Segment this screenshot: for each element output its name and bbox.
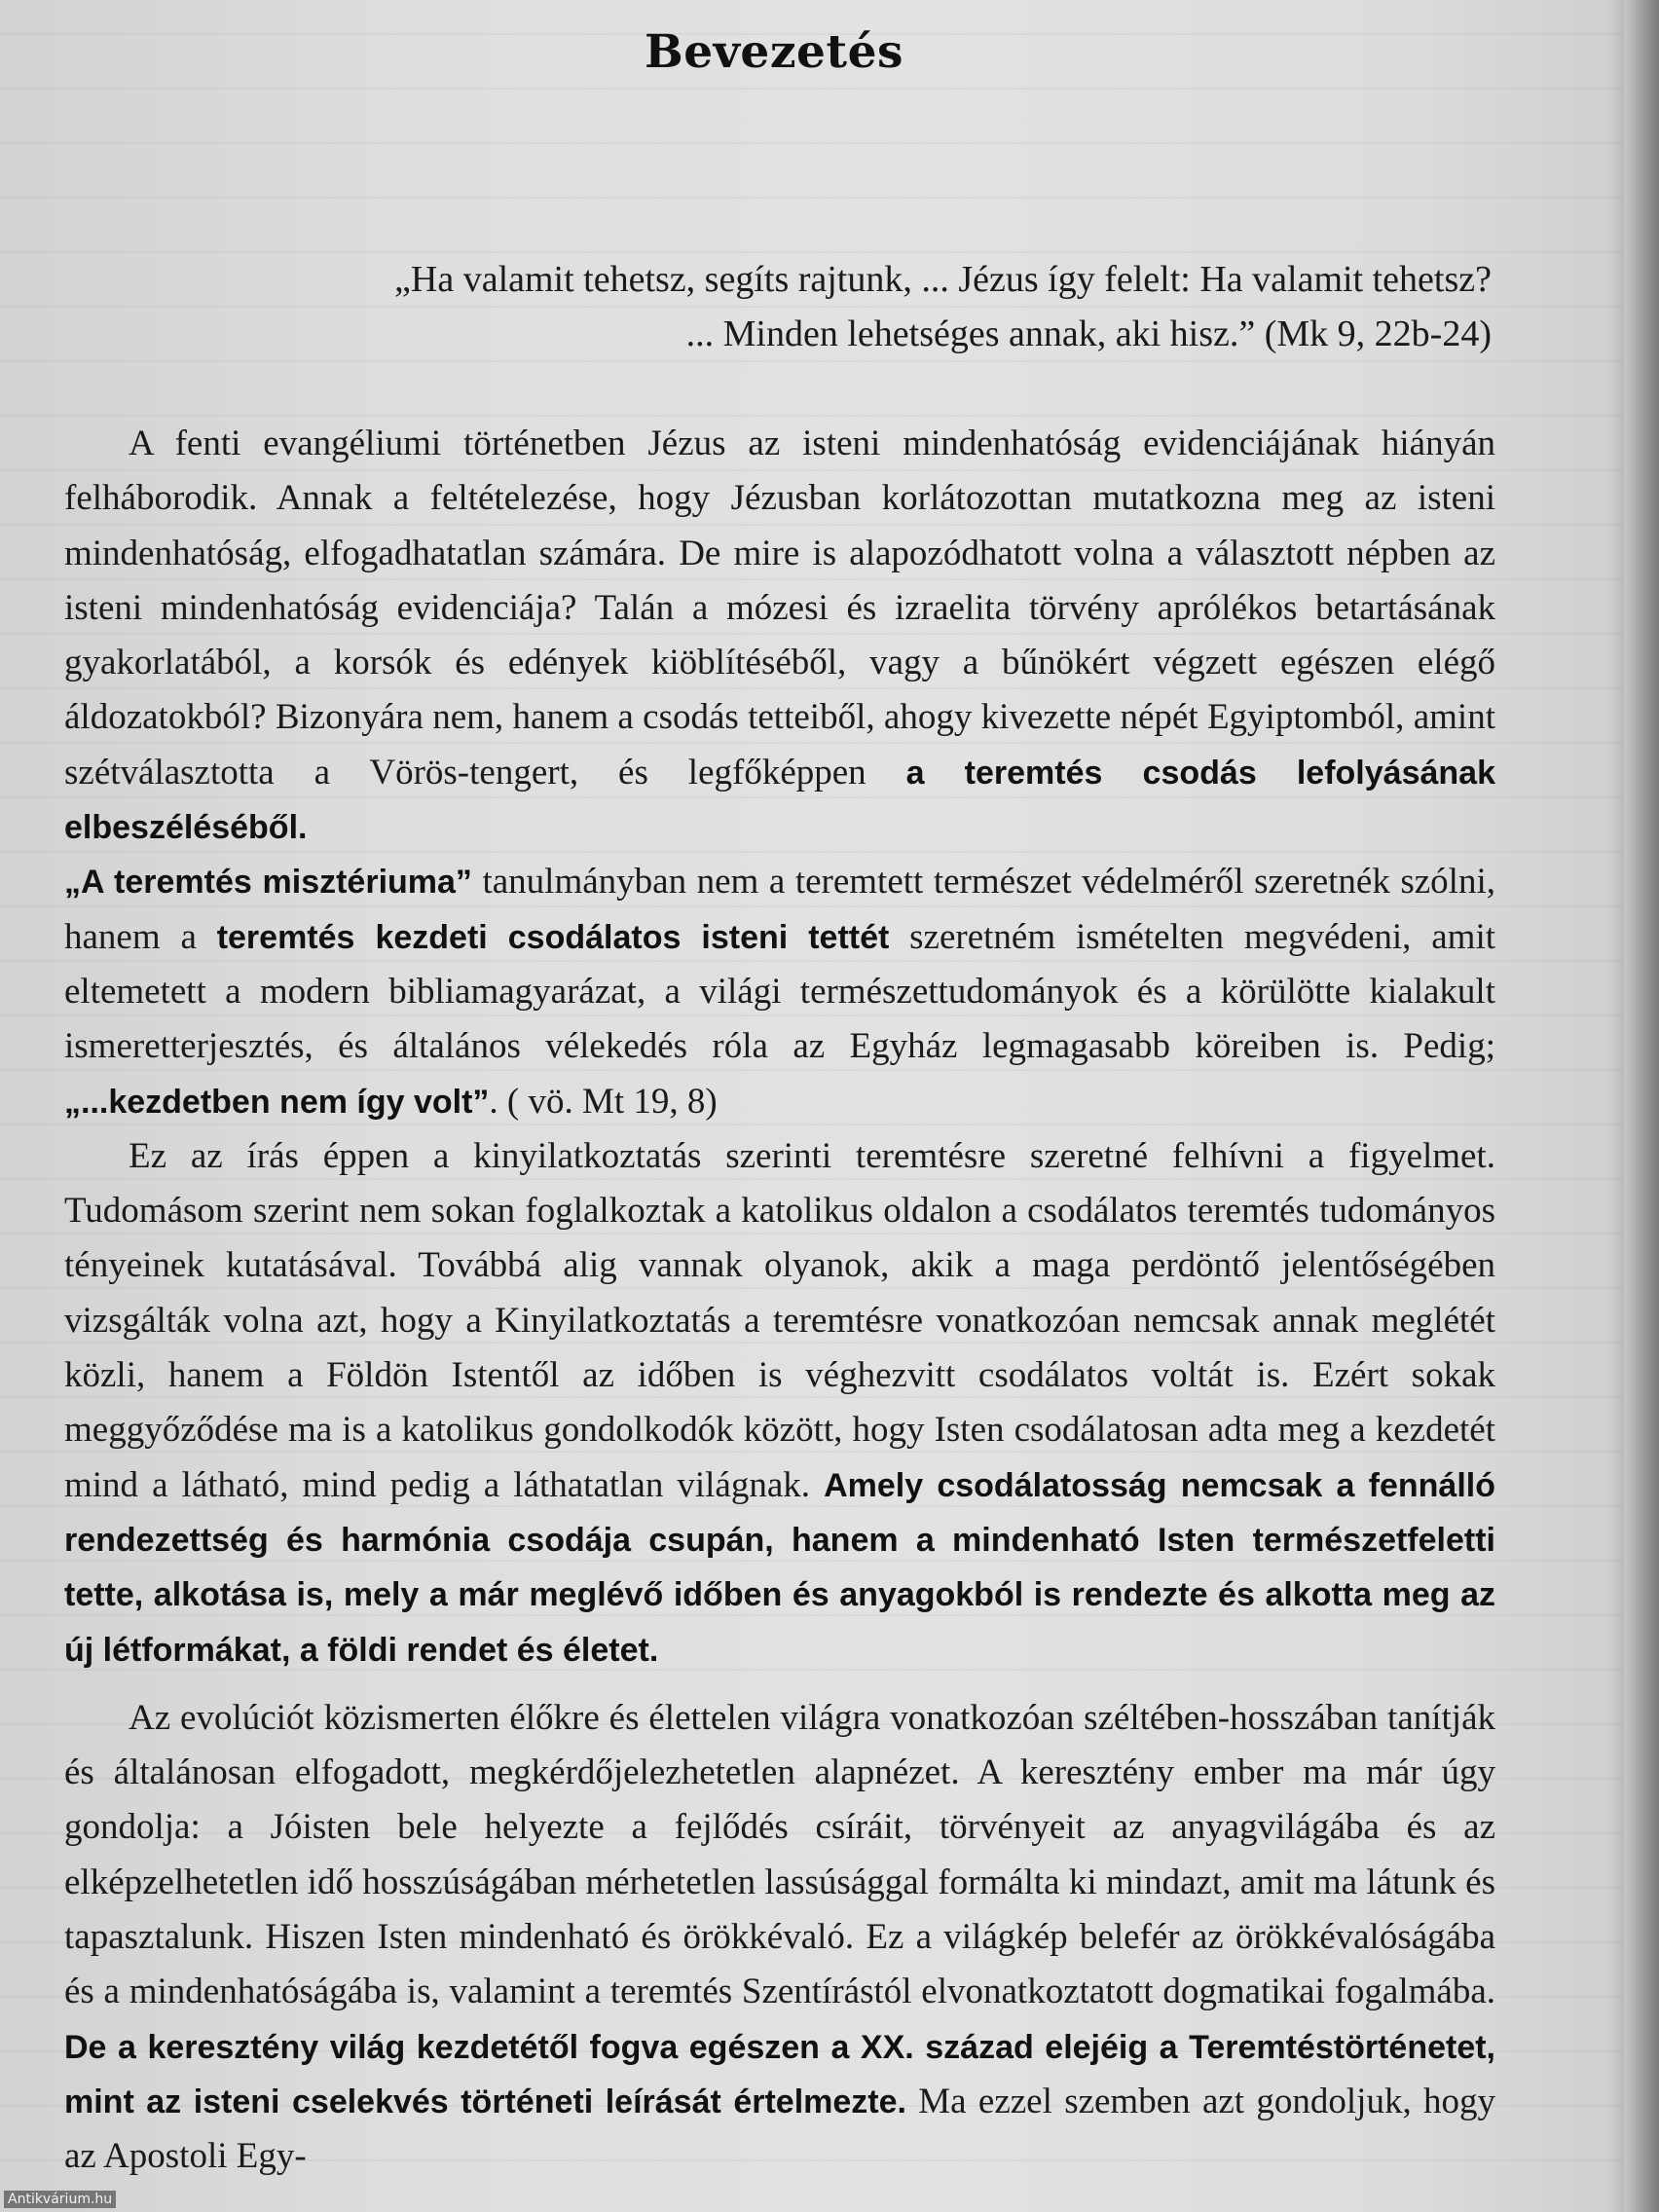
epigraph-quote <box>394 252 1492 361</box>
paragraph-4-text-1: Az evolúciót közismerten élőkre és élettelen világra vonatkozóan széltében-hosszában tanítják és általánosan elfogadott, megkérdőjelezhetetlen alapnézet. A keresztény ember ma már úgy gondolja: a Jóisten bele helyezte a fejlődés csíráit, törvényeit az anyagvilágába és az elképzelhetetlen idő hosszúságában mérhetetlen lassúsággal formálta ki mindazt, amit ma látunk és tapasztalunk. Hiszen Isten mindenható és örökkévaló. Ez a világkép belefér az örökkévalóságába és a mindenhatóságába is, valamint a teremtés Szentírástól elvonatkoztatott dogmatikai fogalmába. <box>64 1697 1495 2012</box>
page-title: Bevezetés <box>644 25 903 79</box>
paragraph-4-emphasis: De a keresztény világ kezdetétől fogva egészen a XX. század elejéig a Teremtéstörténetet, mint az isteni cselekvés történeti leírását értelmezte. <box>64 2028 1495 2120</box>
epigraph-line-2: ... Minden lehetséges annak, aki hisz.” (Mk 9, 22b-24) <box>685 313 1492 354</box>
paragraph-2-emphasis-1: „A teremtés misztériuma” <box>64 864 472 902</box>
page-edge-shadow <box>1624 0 1659 2212</box>
paragraph-2-text-3: . ( vö. Mt 19, 8) <box>489 1081 718 1122</box>
body-text <box>64 417 1495 2185</box>
paragraph-3 <box>64 1129 1495 1677</box>
paragraph-3-text: Ez az írás éppen a kinyilatkoztatás szerinti teremtésre szeretné felhívni a figyelmet. Tudomásom szerint nem sokan foglalkoztak a katolikus oldalon a csodálatos teremtés tudományos tényeinek kutatásával. Továbbá alig vannak olyanok, akik a maga perdöntő jelentőségében vizsgálták volna azt, hogy a Kinyilatkoztatás a teremtésre vonatkozóan nemcsak annak meglétét közli, hanem a Földön Istentől az időben is véghezvitt csodálatos voltát is. Ezért sokak meggyőződése ma is a katolikus gondolkodók között, hogy Isten csodálatosan adta meg a kezdetét mind a látható, mind pedig a láthatatlan világnak. <box>64 1135 1495 1505</box>
paragraph-1 <box>64 417 1495 855</box>
watermark: Antikvárium.hu <box>4 2191 116 2208</box>
paragraph-2 <box>64 855 1495 1128</box>
paragraph-2-emphasis-2: teremtés kezdeti csodálatos isteni tettét <box>216 918 890 956</box>
paragraph-4-text-2: Ma ezzel szemben azt gondoljuk, hogy az Apostoli Egy- <box>64 2081 1495 2177</box>
paragraph-1-text: A fenti evangéliumi történetben Jézus az isteni mindenhatóság evidenciájának hiányán felháborodik. Annak a feltételezése, hogy Jézusban korlátozottan mutatkozna meg az isteni mindenhatóság, elfogadhatatlan számára. De mire is alapozódhatott volna a választott népben az isteni mindenhatóság evidenciája? Talán a mózesi és izraelita törvény aprólékos betartásának gyakorlatából, a korsók és edények kiöblítéséből, vagy a bűnökért végzett egészen elégő áldozatokból? Bizonyára nem, hanem a csodás tetteiből, ahogy kivezette népét Egyiptomból, amint szétválasztotta a Vörös-tengert, és legfőképpen <box>64 424 1495 793</box>
paragraph-4 <box>64 1691 1495 2185</box>
paragraph-2-text-2: szeretném ismételten megvédeni, amit eltemetett a modern bibliamagyarázat, a világi természettudományok és a körülötte kialakult ismeretterjesztés, és általános vélekedés róla az Egyház legmagasabb köreiben is. Pedig; <box>64 916 1496 1067</box>
paragraph-3-emphasis: Amely csodálatosság nemcsak a fennálló rendezettség és harmónia csodája csupán, hanem a mindenható Isten természetfeletti tette, alkotása is, mely a már meglévő időben és anyagokból is rendezte és alkotta meg az új létformákat, a földi rendet és életet. <box>64 1466 1496 1669</box>
paragraph-2-emphasis-3: „...kezdetben nem így volt” <box>64 1083 490 1121</box>
paragraph-1-emphasis: a teremtés csodás lefolyásának elbeszéléséből. <box>64 754 1495 847</box>
epigraph-line-1: „Ha valamit tehetsz, segíts rajtunk, ... Jézus így felelt: Ha valamit tehetsz? <box>394 259 1492 300</box>
paragraph-2-text-1: tanulmányban nem a teremtett természet védelméről szeretnék szólni, hanem a <box>64 862 1495 957</box>
